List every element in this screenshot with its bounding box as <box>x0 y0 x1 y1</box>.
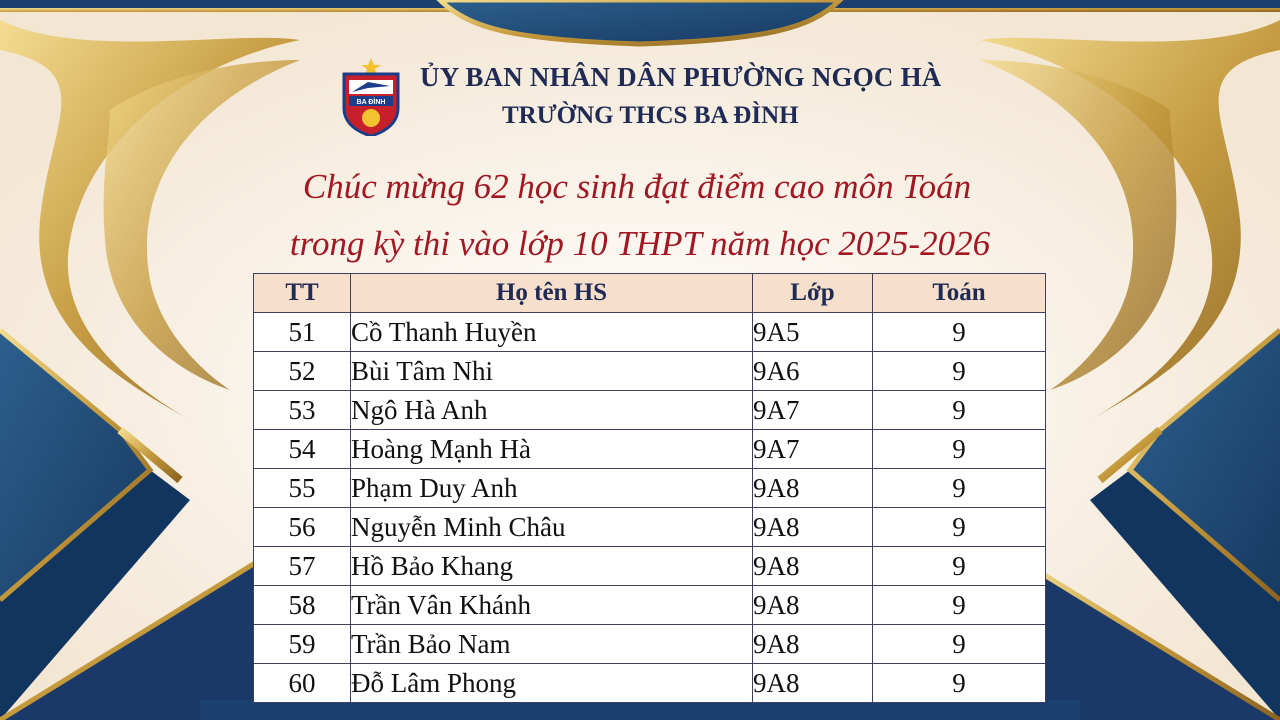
cell-class: 9A8 <box>753 547 873 586</box>
cell-score: 9 <box>873 391 1046 430</box>
table-row <box>254 547 1046 586</box>
cell-class: 9A5 <box>753 313 873 352</box>
cell-name: Ngô Hà Anh <box>351 391 753 430</box>
logo-text: BA ĐÌNH <box>356 99 386 106</box>
cell-score: 9 <box>873 586 1046 625</box>
cell-name: Bùi Tâm Nhi <box>351 352 753 391</box>
table-row <box>254 586 1046 625</box>
cell-class: 9A8 <box>753 508 873 547</box>
cell-score: 9 <box>873 625 1046 664</box>
cell-tt: 53 <box>254 391 351 430</box>
cell-class: 9A7 <box>753 430 873 469</box>
title-line-2: trong kỳ thi vào lớp 10 THPT năm học 2025-2026 <box>289 224 991 263</box>
table-row <box>254 352 1046 391</box>
table-row <box>254 469 1046 508</box>
cell-name: Cồ Thanh Huyền <box>351 313 753 352</box>
cell-tt: 55 <box>254 469 351 508</box>
cell-name: Phạm Duy Anh <box>351 469 753 508</box>
cell-tt: 54 <box>254 430 351 469</box>
cell-class: 9A6 <box>753 352 873 391</box>
cell-tt: 56 <box>254 508 351 547</box>
cell-score: 9 <box>873 430 1046 469</box>
cell-tt: 58 <box>254 586 351 625</box>
table-header-row <box>254 274 1046 313</box>
table-row <box>254 430 1046 469</box>
school-logo <box>338 58 404 136</box>
header <box>330 58 1030 138</box>
cell-class: 9A8 <box>753 586 873 625</box>
title-line-1: Chúc mừng 62 học sinh đạt điểm cao môn Toán <box>302 167 972 206</box>
table-row <box>254 391 1046 430</box>
header-name: Họ tên HS <box>351 274 753 313</box>
cell-tt: 60 <box>254 664 351 703</box>
cell-score: 9 <box>873 508 1046 547</box>
table-row <box>254 313 1046 352</box>
cell-score: 9 <box>873 664 1046 703</box>
table-row <box>254 625 1046 664</box>
header-score: Toán <box>873 274 1046 313</box>
table-row <box>254 664 1046 703</box>
cell-name: Đỗ Lâm Phong <box>351 664 753 703</box>
table-row <box>254 508 1046 547</box>
cell-name: Hoàng Mạnh Hà <box>351 430 753 469</box>
cell-score: 9 <box>873 547 1046 586</box>
cell-tt: 52 <box>254 352 351 391</box>
cell-tt: 51 <box>254 313 351 352</box>
cell-score: 9 <box>873 352 1046 391</box>
cell-class: 9A8 <box>753 664 873 703</box>
header-tt: TT <box>254 274 351 313</box>
cell-name: Trần Bảo Nam <box>351 625 753 664</box>
cell-tt: 59 <box>254 625 351 664</box>
cell-name: Trần Vân Khánh <box>351 586 753 625</box>
cell-name: Hồ Bảo Khang <box>351 547 753 586</box>
header-class: Lớp <box>753 274 873 313</box>
cell-class: 9A7 <box>753 391 873 430</box>
cell-class: 9A8 <box>753 469 873 508</box>
school-name: TRƯỜNG THCS BA ĐÌNH <box>502 102 799 129</box>
cell-tt: 57 <box>254 547 351 586</box>
cell-score: 9 <box>873 469 1046 508</box>
cell-name: Nguyễn Minh Châu <box>351 508 753 547</box>
authority-name: ỦY BAN NHÂN DÂN PHƯỜNG NGỌC HÀ <box>420 62 942 92</box>
student-table <box>253 273 1046 703</box>
cell-score: 9 <box>873 313 1046 352</box>
cell-class: 9A8 <box>753 625 873 664</box>
